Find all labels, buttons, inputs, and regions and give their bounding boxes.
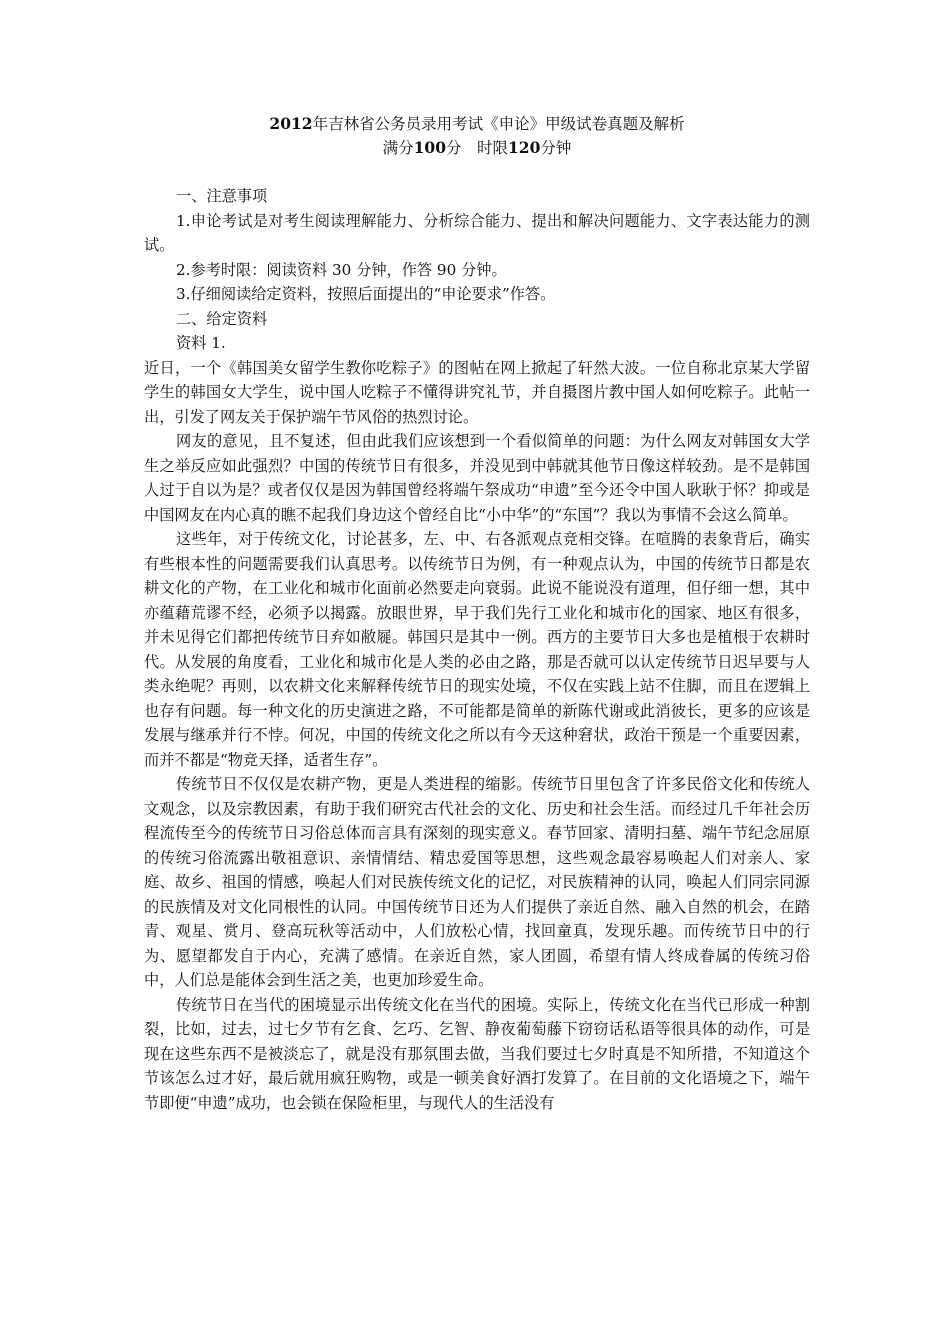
note-item-2: 2.参考时限：阅读资料 30 分钟，作答 90 分钟。 [176, 260, 507, 279]
score-prefix: 满分 [382, 139, 414, 157]
material-paragraph-2: 网友的意见，且不复述，但由此我们应该想到一个看似简单的问题：为什么网友对韩国女大学生之举反应如此强烈？中国的传统节日有很多，并没见到中韩就其他节日像这样较劲。是不是韩国人过于自以为是？或者仅仅是因为韩国曾经将端午祭成功“申遗”至今还令中国人耿耿于怀？抑或是中国网友在内心真的瞧不起我们身边这个曾经自比“小中华”的“东国”？我以为事情不会这么简单。 [144, 432, 810, 524]
material-paragraph-4: 传统节日不仅仅是农耕产物，更是人类进程的缩影。传统节日里包含了许多民俗文化和传统人文观念，以及宗教因素，有助于我们研究古代社会的文化、历史和社会生活。而经过几千年社会历程流传至今的传统节日习俗总体而言具有深刻的现实意义。春节回家、清明扫墓、端午节纪念屈原的传统习俗流露出敬祖意识、亲情情结、精忠爱国等思想，这些观念最容易唤起人们对亲人、家庭、故乡、祖国的情感，唤起人们对民族传统文化的记忆，对民族精神的认同，唤起人们同宗同源的民族情及对文化同根性的认同。中国传统节日还为人们提供了亲近自然、融入自然的机会，在踏青、观星、赏月、登高玩秋等活动中，人们放松心情，找回童真，发现乐趣。而传统节日中的行为、愿望都发自于内心，充满了感情。在亲近自然，家人团圆，希望有情人终成眷属的传统习俗中，人们总是能体会到生活之美，也更加珍爱生命。 [144, 775, 810, 989]
material-paragraph-3: 这些年，对于传统文化，讨论甚多，左、中、右各派观点竞相交锋。在喧腾的表象背后，确实有些根本性的问题需要我们认真思考。以传统节日为例，有一种观点认为，中国的传统节日都是农耕文化的产物，在工业化和城市化面前必然要走向衰弱。此说不能说没有道理，但仔细一想，其中亦蕴藉荒谬不经，必须予以揭露。放眼世界，早于我们先行工业化和城市化的国家、地区有很多，并未见得它们都把传统节日弃如敝屣。韩国只是其中一例。西方的主要节日大多也是植根于农耕时代。从发展的角度看，工业化和城市化是人类的必由之路，那是否就可以认定传统节日迟早要与人类永绝呢？再则，以农耕文化来解释传统节日的现实处境，不仅在实践上站不住脚，而且在逻辑上也存有问题。每一种文化的历史演进之路，不可能都是简单的新陈代谢或此消彼长，更多的应该是发展与继承并行不悖。何况，中国的传统文化之所以有今天这种窘状，政治干预是一个重要因素，而并不都是“物竞天择，适者生存”。 [144, 530, 810, 769]
material-label: 资料 1. [176, 334, 226, 352]
document-title [144, 112, 810, 136]
time-value: 120 [508, 138, 541, 157]
title-text: 年吉林省公务员录用考试《申论》甲级试卷真题及解析 [312, 115, 685, 133]
notes-heading: 一、注意事项 [176, 187, 268, 205]
note-item-1: 1.申论考试是对考生阅读理解能力、分析综合能力、提出和解决问题能力、文字表达能力的测试。 [144, 211, 810, 254]
title-year: 2012 [269, 114, 313, 133]
score-value: 100 [413, 138, 446, 157]
document-page [144, 112, 810, 1115]
materials-heading: 二、给定资料 [176, 309, 268, 328]
material-paragraph-1: 近日，一个《韩国美女留学生教你吃粽子》的图帖在网上掀起了轩然大波。一位自称北京某大学留学生的韩国女大学生，说中国人吃粽子不懂得讲究礼节，并自摄图片教中国人如何吃粽子。此帖一出，引发了网友关于保护端午节风俗的热烈讨论。 [144, 358, 810, 426]
material-paragraph-5: 传统节日在当代的困境显示出传统文化在当代的困境。实际上，传统文化在当代已形成一种割裂，比如，过去，过七夕节有乞食、乞巧、乞智、静夜葡萄藤下窃窃话私语等很具体的动作，可是现在这些东西不是被淡忘了，就是没有那氛围去做，当我们要过七夕时真是不知所措，不知道这个节该怎么过才好，最后就用疯狂购物，或是一顿美食好酒打发算了。在目前的文化语境之下，端午节即便“申遗”成功，也会锁在保险柜里，与现代人的生活没有 [144, 995, 810, 1112]
score-unit: 分 时限 [445, 139, 508, 157]
exam-info [144, 136, 810, 160]
time-unit: 分钟 [540, 139, 572, 157]
note-item-3: 3.仔细阅读给定资料，按照后面提出的“申论要求”作答。 [176, 285, 556, 303]
